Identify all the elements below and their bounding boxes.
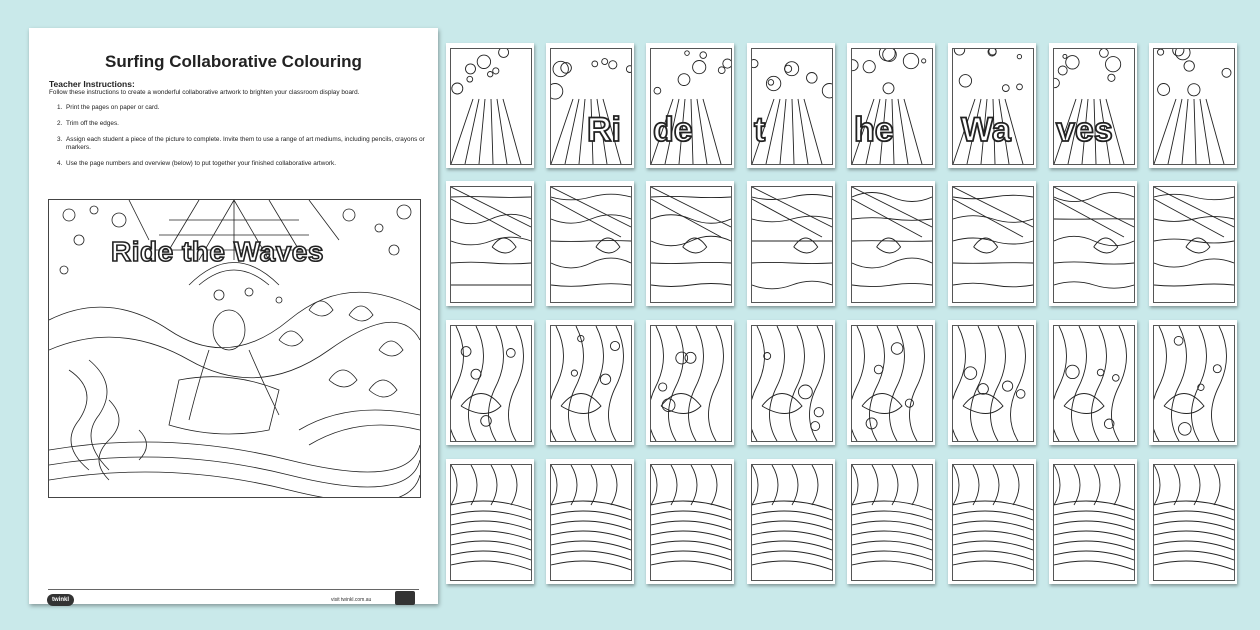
artwork-title: Ride the Waves: [111, 236, 324, 267]
tile-artwork: [1153, 48, 1235, 165]
colouring-tile: [1049, 459, 1137, 584]
tile-artwork: [650, 186, 732, 303]
colouring-tile: [646, 320, 734, 445]
colouring-tile: [847, 459, 935, 584]
colouring-tile: [446, 181, 534, 306]
tile-artwork: [650, 48, 732, 165]
colouring-tile: [747, 320, 835, 445]
colouring-tile: [948, 459, 1036, 584]
footer-url: visit twinkl.com.au: [331, 597, 372, 603]
tile-line-art: [953, 465, 1033, 580]
tile-artwork: [952, 48, 1034, 165]
tile-artwork: [1053, 325, 1135, 442]
tile-artwork: [851, 325, 933, 442]
colouring-tile: [646, 43, 734, 168]
tile-artwork: [450, 464, 532, 581]
tile-title-fragment: he: [854, 111, 894, 149]
colouring-tile: [1049, 320, 1137, 445]
tile-title-fragment: ves: [1056, 111, 1113, 149]
colouring-tile: [546, 459, 634, 584]
tile-artwork: [851, 48, 933, 165]
tile-line-art: [1154, 187, 1234, 302]
tile-artwork: [751, 325, 833, 442]
tile-artwork: [952, 325, 1034, 442]
tile-artwork: [650, 464, 732, 581]
colouring-tile: [446, 459, 534, 584]
tile-line-art: [1154, 326, 1234, 441]
tile-artwork: [1153, 186, 1235, 303]
tile-line-art: [852, 465, 932, 580]
tile-title-fragment: de: [653, 111, 693, 149]
tile-line-art: [953, 326, 1033, 441]
tile-artwork: [1053, 186, 1135, 303]
instruction-steps: [49, 104, 429, 176]
colouring-tile: [948, 320, 1036, 445]
tile-artwork: [650, 325, 732, 442]
tile-line-art: [551, 465, 631, 580]
colouring-tile: [1149, 181, 1237, 306]
colouring-tile: [646, 459, 734, 584]
tile-artwork: [550, 48, 632, 165]
tile-line-art: [1054, 326, 1134, 441]
colouring-tile: [1049, 181, 1137, 306]
tile-artwork: [751, 48, 833, 165]
tile-artwork: [450, 325, 532, 442]
tile-artwork: [550, 325, 632, 442]
colouring-tile: [546, 320, 634, 445]
tile-artwork: [952, 464, 1034, 581]
tile-title-fragment: t: [754, 111, 766, 149]
colouring-tile: [446, 43, 534, 168]
instruction-step: [49, 104, 429, 112]
tile-line-art: [852, 187, 932, 302]
colouring-tile: [1149, 320, 1237, 445]
tile-artwork: [751, 464, 833, 581]
colouring-tile: [847, 181, 935, 306]
colouring-tile: [948, 43, 1036, 168]
tile-line-art: [1154, 49, 1234, 164]
colouring-tile: [847, 320, 935, 445]
step-number: 2.: [57, 120, 63, 127]
twinkl-logo: twinkl: [47, 594, 74, 606]
instruction-step: [49, 136, 429, 152]
tile-artwork: [851, 186, 933, 303]
colouring-tile: [546, 43, 634, 168]
colouring-tile: [747, 181, 835, 306]
sheet-title: Surfing Collaborative Colouring: [105, 52, 362, 71]
colouring-tile: [747, 43, 835, 168]
step-text: Trim off the edges.: [66, 120, 119, 127]
tile-line-art: [651, 465, 731, 580]
step-number: 4.: [57, 160, 63, 167]
colouring-tile: [847, 43, 935, 168]
tile-line-art: [1054, 187, 1134, 302]
tile-artwork: [751, 186, 833, 303]
tile-line-art: [451, 49, 531, 164]
tile-artwork: [1053, 464, 1135, 581]
colouring-tile: [546, 181, 634, 306]
tile-artwork: [1153, 325, 1235, 442]
instruction-step: [49, 160, 429, 168]
tile-line-art: [451, 187, 531, 302]
badge-icon: [395, 591, 415, 605]
colouring-tile: [948, 181, 1036, 306]
step-text: Use the page numbers and overview (below) to put together your finished collaborative artwork.: [66, 160, 336, 167]
tile-artwork: [851, 464, 933, 581]
instruction-step: [49, 120, 429, 128]
colouring-tile: [1149, 43, 1237, 168]
tile-line-art: [551, 326, 631, 441]
tile-artwork: [1053, 48, 1135, 165]
tile-title-fragment: Ri: [587, 111, 621, 149]
tile-artwork: [450, 186, 532, 303]
tile-artwork: [550, 186, 632, 303]
colouring-tile: [1049, 43, 1137, 168]
instructions-heading: Teacher Instructions:: [49, 79, 135, 89]
step-text: Print the pages on paper or card.: [66, 104, 160, 111]
tile-line-art: [451, 326, 531, 441]
tile-line-art: [953, 187, 1033, 302]
tile-line-art: [651, 326, 731, 441]
instructions-intro: Follow these instructions to create a wonderful collaborative artwork to brighten your classroom display board.: [49, 89, 360, 96]
colouring-tile: [1149, 459, 1237, 584]
colouring-tile: [646, 181, 734, 306]
colouring-tile: [747, 459, 835, 584]
tile-line-art: [451, 465, 531, 580]
step-number: 3.: [57, 136, 63, 143]
tile-line-art: [852, 326, 932, 441]
tile-line-art: [752, 187, 832, 302]
tile-artwork: [1153, 464, 1235, 581]
tile-line-art: [651, 187, 731, 302]
step-number: 1.: [57, 104, 63, 111]
tile-line-art: [752, 326, 832, 441]
tile-line-art: [551, 187, 631, 302]
artwork-overview: [48, 199, 421, 498]
tile-line-art: [1154, 465, 1234, 580]
tile-artwork: [550, 464, 632, 581]
tile-artwork: [952, 186, 1034, 303]
instruction-sheet: [29, 28, 438, 604]
tile-title-fragment: Wa: [961, 111, 1011, 149]
colouring-tile: [446, 320, 534, 445]
step-text: Assign each student a piece of the picture to complete. Invite them to use a range of art mediums, including pencils, crayons or markers.: [66, 136, 425, 151]
tile-artwork: [450, 48, 532, 165]
footer-divider: [48, 589, 419, 590]
tile-line-art: [752, 465, 832, 580]
tile-line-art: [1054, 465, 1134, 580]
